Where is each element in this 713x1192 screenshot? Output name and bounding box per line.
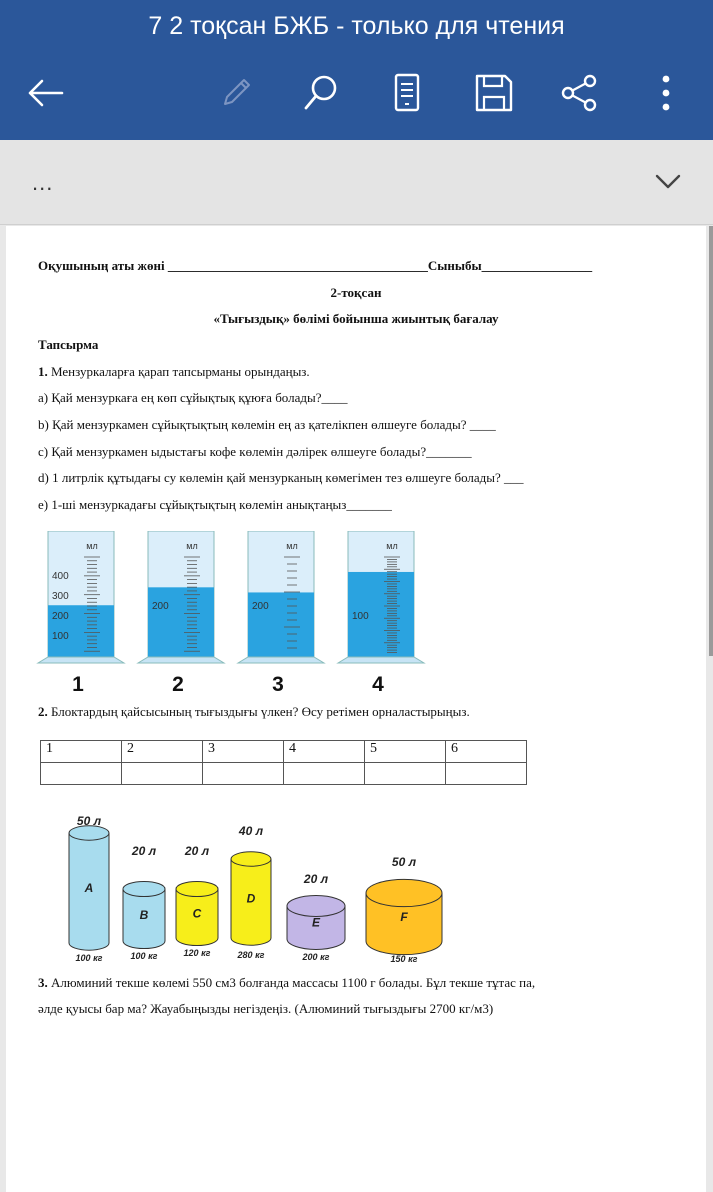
table-header-row [41,741,527,763]
chevron-down-icon[interactable] [653,166,683,196]
block-top [231,852,271,866]
question-1b: b) Қай мензуркамен сұйықтықтың көлемін ең аз қателікпен өлшеуге болады? ____ [38,417,496,432]
beaker [338,531,424,696]
block-letter: E [311,915,321,930]
ribbon-more[interactable]: ... [32,170,54,195]
table-header-cell: 6 [446,741,527,763]
back-button[interactable] [19,66,73,120]
table-header-cell: 1 [41,741,122,763]
table-answer-cell [446,763,527,785]
section-title: «Тығыздық» бөлімі бойынша жиынтық бағалау [213,311,499,326]
beaker-number: 4 [372,673,384,696]
block-top [123,881,165,896]
quarter-label: 2-тоқсан [330,285,382,300]
beaker [38,531,124,696]
more-icon [656,73,676,113]
search-button[interactable] [294,66,348,120]
share-icon [559,73,599,113]
table-answer-cell [122,763,203,785]
mobile-view-button[interactable] [380,66,434,120]
table-answer-cell [203,763,284,785]
beaker-base [238,657,324,663]
block-mass: 100 кг [75,953,103,963]
density-block [69,814,109,963]
cylinders-figure [61,811,451,966]
document-page [6,226,706,1192]
beaker-tick-label: 200 [252,601,269,612]
density-block [287,872,345,962]
beaker-number: 2 [172,673,184,696]
more-options-button[interactable] [639,66,693,120]
block-volume: 20 л [131,844,157,858]
density-block [123,844,165,961]
block-top [176,881,218,896]
back-arrow-icon [26,78,66,108]
table-answer-row [41,763,527,785]
beaker-unit: мл [186,541,198,551]
share-button[interactable] [552,66,606,120]
task-heading: Тапсырма [38,337,99,352]
block-volume: 50 л [76,814,102,828]
question-3-line-1: 3. Алюминий текше көлемі 550 см3 болғанда массасы 1100 г болады. Бұл текше тұтас па, [38,975,536,990]
student-name-line: Оқушының аты жөні ________________________________________Сыныбы_________________ [38,258,593,273]
beakers-figure [36,531,436,696]
question-2: 2. Блоктардың қайсысының тығыздығы үлкен? Өсу ретімен орналастырыңыз. [38,704,470,719]
edit-button[interactable] [209,66,263,120]
answer-table [40,740,527,785]
question-1e: e) 1-ші мензуркадағы сұйықтықтың көлемін анықтаңыз_______ [38,497,392,512]
table-header-cell: 3 [203,741,284,763]
beaker-number: 3 [272,673,284,696]
density-block [231,824,271,960]
beaker-tick-label: 300 [52,591,69,602]
ribbon-bar [0,140,713,225]
beaker-base [338,657,424,663]
save-button[interactable] [467,66,521,120]
block-letter: D [246,891,256,906]
block-volume: 20 л [303,872,329,886]
beaker-tick-label: 200 [52,611,69,622]
table-answer-cell [284,763,365,785]
table-header-cell: 5 [365,741,446,763]
question-3-line-2: әлде қуысы бар ма? Жауабыңызды негіздеңіз. (Алюминий тығыздығы 2700 кг/м3) [38,1001,494,1016]
table-header-cell: 4 [284,741,365,763]
pencil-icon [217,74,255,112]
block-volume: 20 л [184,844,210,858]
block-mass: 280 кг [237,950,265,960]
block-letter: A [84,881,94,895]
density-block [366,855,442,964]
block-volume: 40 л [238,824,264,838]
block-mass: 120 кг [183,948,211,958]
beaker-liquid [148,587,214,659]
block-letter: B [139,908,149,922]
beaker-base [38,657,124,663]
block-letter: F [400,910,408,924]
document-title: 7 2 тоқсан БЖБ - только для чтения [148,12,565,40]
block-mass: 200 кг [302,952,330,962]
mobile-view-icon [392,73,422,113]
question-1c: c) Қай мензуркамен ыдыстағы кофе көлемін дәлірек өлшеуге болады?_______ [38,444,472,459]
beaker-number: 1 [72,673,84,696]
density-block [176,844,218,958]
block-top [366,879,442,906]
app-bar [0,0,713,140]
beaker-unit: мл [86,541,98,551]
beaker [238,531,324,696]
question-1a: a) Қай мензуркаға ең көп сұйықтық құюға болады?____ [38,390,348,405]
question-1d: d) 1 литрлік құтыдағы су көлемін қай мензурканың көмегімен тез өлшеуге болады? ___ [38,470,524,485]
block-mass: 100 кг [130,951,158,961]
beaker-unit: мл [386,541,398,551]
save-icon [474,73,514,113]
beaker-tick-label: 100 [352,611,369,622]
beaker [138,531,224,696]
question-1: 1. Мензуркаларға қарап тапсырманы орындаңыз. [38,364,310,379]
table-header-cell: 2 [122,741,203,763]
block-top [287,896,345,917]
table-answer-cell [365,763,446,785]
beaker-base [138,657,224,663]
beaker-tick-label: 100 [52,631,69,642]
block-volume: 50 л [391,855,417,869]
block-mass: 150 кг [390,954,418,964]
block-letter: C [192,906,202,921]
table-answer-cell [41,763,122,785]
beaker-tick-label: 400 [52,571,69,582]
beaker-tick-label: 200 [152,601,169,612]
page-scrollbar[interactable] [709,226,713,656]
search-icon [301,73,341,113]
beaker-unit: мл [286,541,298,551]
